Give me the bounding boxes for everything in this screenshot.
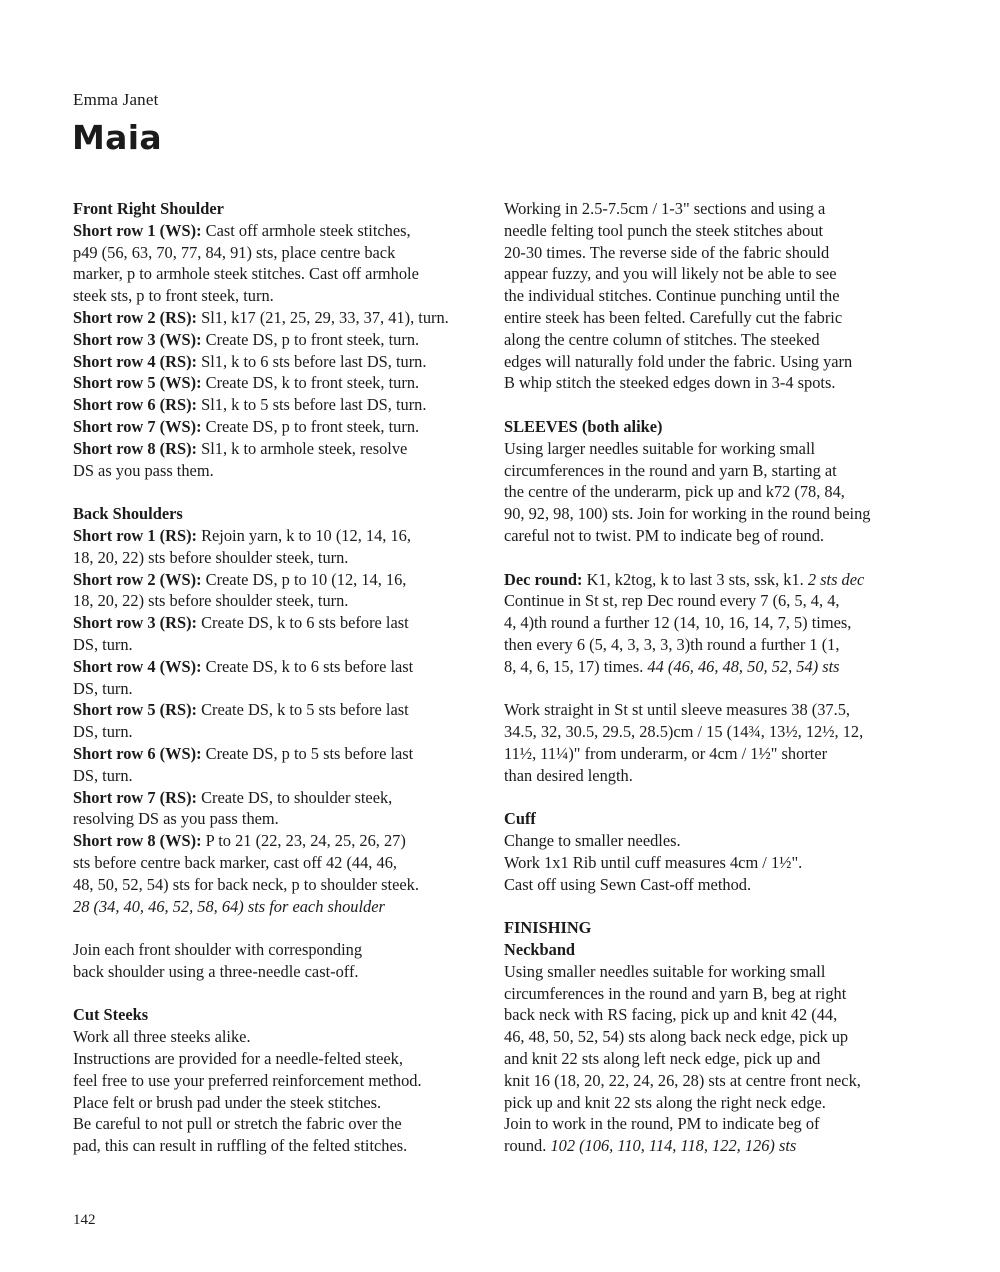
instruction-text: Create DS, p to front steek, turn. [201,416,420,436]
text-line [73,569,483,591]
instruction-text: Sl1, k17 (21, 25, 29, 33, 37, 41), turn. [197,307,449,327]
instruction-text: p49 (56, 63, 70, 77, 84, 91) sts, place centre back [73,242,396,262]
instruction-label: Short row 8 (WS): [73,831,202,851]
page-number: 142 [73,1212,96,1228]
stitch-count-note: 2 sts dec [807,569,865,589]
text-line [73,372,483,394]
instruction-text: 48, 50, 52, 54) sts for back neck, p to shoulder steek. [73,874,419,894]
instruction-text: round. [504,1136,551,1156]
text-line [73,634,483,656]
text-line [504,481,914,503]
text-line [73,416,483,438]
instruction-text: along the centre column of stitches. The steeked [504,329,820,349]
section-heading: Cut Steeks [73,1005,149,1025]
text-line [73,1026,483,1048]
instruction-label: Short row 5 (RS): [73,700,197,720]
text-line [73,394,483,416]
text-line [504,699,914,721]
text-line [73,852,483,874]
instruction-text: Using smaller needles suitable for working small [504,961,826,981]
text-line [73,460,483,482]
instruction-text: back neck with RS facing, pick up and knit 42 (44, [504,1005,838,1025]
text-line [504,372,914,394]
section-back-shoulders [73,503,483,917]
instruction-text: appear fuzzy, and you will likely not be able to see [504,264,837,284]
text-line [73,961,483,983]
text-line [504,612,914,634]
instruction-label: Short row 7 (RS): [73,787,197,807]
instruction-text: DS, turn. [73,634,133,654]
instruction-text: the centre of the underarm, pick up and k72 (78, 84, [504,482,845,502]
pattern-title: Maia [72,118,162,157]
instruction-text: Instructions are provided for a needle-felted steek, [73,1049,403,1069]
instruction-text: entire steek has been felted. Carefully cut the fabric [504,307,843,327]
section-heading: SLEEVES (both alike) [504,416,663,436]
instruction-text: 4, 4)th round a further 12 (14, 10, 16, 14, 7, 5) times, [504,613,852,633]
instruction-text: 34.5, 32, 30.5, 29.5, 28.5)cm / 15 (14¾, 13½, 12½, 12, [504,722,864,742]
instruction-text: 20-30 times. The reverse side of the fabric should [504,242,830,262]
instruction-text: pad, this can result in ruffling of the felted stitches. [73,1136,408,1156]
text-line [504,503,914,525]
instruction-text: 18, 20, 22) sts before shoulder steek, turn. [73,547,349,567]
instruction-text: needle felting tool punch the steek stitches about [504,220,824,240]
section-heading: Front Right Shoulder [73,199,224,218]
instruction-label: Short row 4 (RS): [73,351,197,371]
section-front-right-shoulder [73,198,483,481]
section-work-straight [504,699,914,786]
instruction-text: Create DS, k to 6 sts before last [197,613,409,633]
text-line [504,329,914,351]
text-line [73,896,483,918]
instruction-text: and knit 22 sts along left neck edge, pick up and [504,1049,821,1069]
instruction-text: Join to work in the round, PM to indicate beg of [504,1114,820,1134]
text-line [504,525,914,547]
text-line [504,656,914,678]
section-finishing [504,917,914,1157]
text-line [504,765,914,787]
text-line [73,263,483,285]
text-line [73,787,483,809]
instruction-label: Short row 1 (RS): [73,525,197,545]
instruction-label: Short row 2 (WS): [73,569,202,589]
instruction-text: DS, turn. [73,678,133,698]
instruction-label: Short row 4 (WS): [73,656,202,676]
stitch-count-note: 102 (106, 110, 114, 118, 122, 126) sts [550,1136,797,1156]
text-line [504,285,914,307]
text-line [73,525,483,547]
text-line [73,1092,483,1114]
text-line [73,678,483,700]
text-line [73,1070,483,1092]
text-line [73,808,483,830]
instruction-label: Short row 5 (WS): [73,373,202,393]
instruction-label: Short row 3 (WS): [73,329,202,349]
text-line [73,307,483,329]
text-line [504,220,914,242]
instruction-text: Work all three steeks alike. [73,1027,251,1047]
text-line [504,438,914,460]
instruction-text: DS as you pass them. [73,460,214,480]
instruction-text: Create DS, p to 10 (12, 14, 16, [201,569,407,589]
instruction-label: Short row 6 (RS): [73,395,197,415]
text-line [73,590,483,612]
text-line [504,198,914,220]
stitch-count-note: 44 (46, 46, 48, 50, 52, 54) sts [647,656,840,676]
text-line [73,329,483,351]
section-subheading: Neckband [504,940,576,960]
instruction-text: pick up and knit 22 sts along the right neck edge. [504,1092,826,1112]
instruction-text: 11½, 11¼)" from underarm, or 4cm / 1½" shorter [504,743,828,763]
text-line [73,438,483,460]
text-line [73,220,483,242]
instruction-text: DS, turn. [73,722,133,742]
instruction-text: Working in 2.5-7.5cm / 1-3" sections and using a [504,199,826,218]
instruction-text: Place felt or brush pad under the steek stitches. [73,1092,382,1112]
text-line [504,1004,914,1026]
text-line [73,699,483,721]
text-line [73,743,483,765]
instruction-text: Cast off armhole steek stitches, [201,220,411,240]
section-heading: Cuff [504,809,536,829]
text-line [504,307,914,329]
instruction-text: DS, turn. [73,765,133,785]
text-line [504,852,914,874]
instruction-label: Short row 7 (WS): [73,416,202,436]
instruction-label: Short row 6 (WS): [73,743,202,763]
section-heading: Back Shoulders [73,504,183,524]
instruction-text: the individual stitches. Continue punching until the [504,286,840,306]
instruction-text: than desired length. [504,765,633,785]
text-line [504,1048,914,1070]
text-line [504,634,914,656]
instruction-text: back shoulder using a three-needle cast-off. [73,961,359,981]
instruction-text: Work 1x1 Rib until cuff measures 4cm / 1½". [504,852,803,872]
text-line [504,1113,914,1135]
instruction-text: Change to smaller needles. [504,831,681,851]
instruction-text: Join each front shoulder with corresponding [73,940,363,960]
instruction-text: 46, 48, 50, 52, 54) sts along back neck edge, pick up [504,1027,849,1047]
instruction-text: 8, 4, 6, 15, 17) times. [504,656,648,676]
instruction-text: Create DS, k to 5 sts before last [197,700,409,720]
text-line [73,351,483,373]
text-line [504,590,914,612]
instruction-text: knit 16 (18, 20, 22, 24, 26, 28) sts at centre front neck, [504,1070,861,1090]
instruction-text: Using larger needles suitable for working small [504,438,816,458]
text-line [73,612,483,634]
text-line [504,830,914,852]
instruction-text: marker, p to armhole steek stitches. Cast off armhole [73,264,419,284]
instruction-text: 90, 92, 98, 100) sts. Join for working in the round being [504,504,871,524]
text-line [504,1026,914,1048]
instruction-text: K1, k2tog, k to last 3 sts, ssk, k1. [582,569,808,589]
instruction-text: Be careful to not pull or stretch the fabric over the [73,1114,402,1134]
instruction-text: Sl1, k to 6 sts before last DS, turn. [197,351,427,371]
text-line [73,874,483,896]
text-line [73,242,483,264]
section-cut-steeks [73,1004,483,1157]
section-sleeves [504,416,914,547]
instruction-text: then every 6 (5, 4, 3, 3, 3, 3)th round a further 1 (1, [504,634,840,654]
text-line [504,721,914,743]
instruction-label: Short row 2 (RS): [73,307,197,327]
text-line [504,460,914,482]
instruction-text: Cast off using Sewn Cast-off method. [504,874,752,894]
text-line [504,242,914,264]
author-name: Emma Janet [73,90,159,109]
instruction-label: Short row 3 (RS): [73,613,197,633]
instruction-text: Rejoin yarn, k to 10 (12, 14, 16, [197,525,411,545]
text-line [504,983,914,1005]
text-line [73,939,483,961]
text-line [73,830,483,852]
stitch-count-note: 28 (34, 40, 46, 52, 58, 64) sts for each shoulder [73,896,385,916]
text-line [73,1135,483,1157]
instruction-text: Create DS, p to 5 sts before last [201,743,414,763]
text-line [504,961,914,983]
instruction-text: Create DS, to shoulder steek, [197,787,393,807]
instruction-text: Create DS, k to front steek, turn. [201,373,420,393]
instruction-text: circumferences in the round and yarn B, beg at right [504,983,847,1003]
section-steek-continued [504,198,914,394]
instruction-text: 18, 20, 22) sts before shoulder steek, turn. [73,591,349,611]
instruction-text: Continue in St st, rep Dec round every 7 (6, 5, 4, 4, [504,591,840,611]
text-line [504,351,914,373]
instruction-text: Work straight in St st until sleeve measures 38 (37.5, [504,700,851,720]
instruction-text: edges will naturally fold under the fabric. Using yarn [504,351,853,371]
text-line [73,656,483,678]
instruction-text: P to 21 (22, 23, 24, 25, 26, 27) [201,831,406,851]
text-line [504,1070,914,1092]
instruction-text: steek sts, p to front steek, turn. [73,286,274,306]
section-heading: FINISHING [504,918,592,938]
instruction-text: sts before centre back marker, cast off 42 (44, 46, [73,852,397,872]
right-column [504,198,914,1157]
text-line [73,1048,483,1070]
instruction-label: Short row 1 (WS): [73,220,202,240]
instruction-text: Sl1, k to 5 sts before last DS, turn. [197,395,427,415]
text-line [73,547,483,569]
text-line [73,285,483,307]
instruction-text: Create DS, p to front steek, turn. [201,329,420,349]
instruction-text: careful not to twist. PM to indicate beg of round. [504,525,825,545]
instruction-label: Short row 8 (RS): [73,438,197,458]
instruction-text: B whip stitch the steeked edges down in 3-4 spots. [504,373,836,393]
text-line [504,1092,914,1114]
section-join-shoulders [73,939,483,983]
left-column [73,198,483,1157]
instruction-text: Create DS, k to 6 sts before last [201,656,414,676]
section-cuff [504,808,914,895]
instruction-text: feel free to use your preferred reinforcement method. [73,1070,422,1090]
instruction-text: Sl1, k to armhole steek, resolve [197,438,408,458]
text-line [73,765,483,787]
text-line [73,1113,483,1135]
instruction-text: resolving DS as you pass them. [73,809,279,829]
text-line [504,263,914,285]
text-line [504,1135,914,1157]
instruction-label: Dec round: [504,569,583,589]
text-line [504,569,914,591]
section-dec-round [504,569,914,678]
text-line [73,721,483,743]
text-line [504,743,914,765]
text-line [504,874,914,896]
instruction-text: circumferences in the round and yarn B, starting at [504,460,837,480]
